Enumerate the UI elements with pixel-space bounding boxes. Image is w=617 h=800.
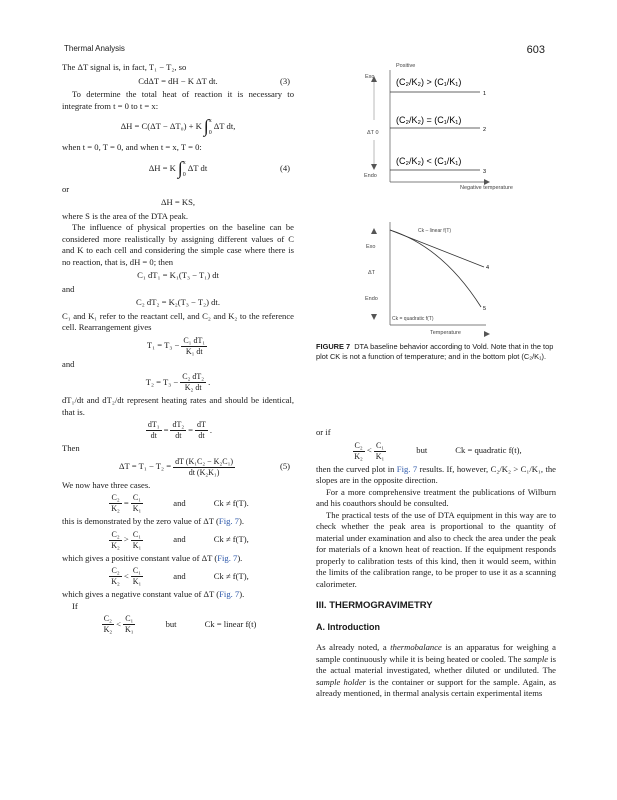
paragraph: The practical tests of the use of DTA equipment in this way are to check whether the peak area is proportional to the quantity of material under examination and also to check the area under the peak for materials of a known heat of reaction. If the equipment responds properly to calibration tests of this kind, then it would seem, within the limits of the calibration range, to be proper to use it as a scanning calorimeter. <box>316 509 556 589</box>
paragraph: Then <box>62 443 80 453</box>
numerator: C₁ <box>132 529 142 539</box>
paragraph: The ΔT signal is, in fact, T₁ − T₂, so <box>62 62 187 72</box>
denominator: K₁ <box>125 625 134 634</box>
denominator: dt <box>175 431 182 440</box>
figure-7 <box>348 52 568 338</box>
page-number: 603 <box>526 44 545 56</box>
denominator: K₁ <box>132 540 142 550</box>
integral-lower: 0 <box>208 130 212 136</box>
equation-text: C₂ dT₂ = K₂(T₃ − T₂) dt. <box>136 297 220 307</box>
fraction <box>195 420 208 441</box>
equation-text: but <box>165 618 177 629</box>
paragraph: For a more comprehensive treatment the publications of Wilburn and his coauthors should be consulted. <box>316 486 556 508</box>
figure-link[interactable]: Fig. 7 <box>219 589 240 599</box>
denominator: K₂ <box>354 451 363 461</box>
paragraph: and <box>62 283 75 294</box>
paragraph: which gives a positive constant value of ΔT (Fig. 7). <box>62 552 243 563</box>
case-2 <box>62 530 294 551</box>
equation-number: (3) <box>279 75 290 86</box>
paragraph: dT₁/dt and dT₂/dt represent heating rates and should be identical, that is. <box>62 395 294 417</box>
fraction <box>173 457 235 478</box>
case-quadratic <box>316 441 556 462</box>
bottom-exo-label: Exo <box>366 244 376 250</box>
baseline-2-number: 2 <box>483 127 487 133</box>
bottom-x-label: Temperature <box>430 330 461 336</box>
equation-text: ΔH = C(ΔT − ΔT₀) + K <box>120 121 202 132</box>
numerator: C₂ <box>111 493 120 502</box>
relation: = <box>123 497 129 508</box>
fraction <box>131 493 144 514</box>
equation-4 <box>62 156 294 182</box>
endo-arrow-icon <box>371 164 377 170</box>
fraction <box>109 493 122 514</box>
equation-text: and <box>173 570 186 581</box>
figure-link[interactable]: Fig. 7 <box>218 516 239 526</box>
quadratic-curve-label: Ck = quadratic f(T) <box>392 316 434 322</box>
equation-t1 <box>62 336 294 357</box>
equation-text: Ck ≠ f(T), <box>213 570 249 581</box>
fraction <box>180 372 206 393</box>
denominator: dt (K₂K₁) <box>188 467 220 477</box>
fraction <box>374 441 387 462</box>
denominator: K₂ <box>111 577 120 586</box>
equation-text: CdΔT = dH − K ΔT dt. <box>138 75 218 86</box>
top-endo-label: Endo <box>364 173 377 179</box>
equation-integral <box>62 114 294 140</box>
endo-arrow-icon <box>371 314 377 320</box>
denominator: K₁ <box>132 577 142 586</box>
equation-text: Ck = linear f(t) <box>204 618 257 629</box>
numerator: dT (K₁C₂ − K₂C₁) <box>175 456 234 466</box>
paragraph: To determine the total heat of reaction it is necessary to integrate from t = 0 to t = x: <box>62 89 294 111</box>
curve-5-number: 5 <box>483 306 487 312</box>
denominator: K₁ <box>132 504 142 513</box>
relation: < <box>116 618 121 629</box>
denominator: K₂ <box>111 504 120 513</box>
top-dt-label: ΔT 0 <box>367 130 379 136</box>
fraction <box>123 614 136 635</box>
paragraph: or if <box>316 427 331 437</box>
integral-upper: x <box>182 159 186 166</box>
condition-1: (C₂/K₂) > (C₁/K₁) <box>396 77 462 87</box>
linear-curve-label: Ck – linear f(T) <box>418 228 452 234</box>
denominator: K₂ <box>103 625 113 634</box>
numerator: C₂ <box>111 566 120 575</box>
numerator: C₂ <box>354 440 363 450</box>
equation-text: Ck = quadratic f(t), <box>455 445 522 456</box>
condition-3: (C₂/K₂) < (C₁/K₁) <box>396 156 462 166</box>
numerator: dT <box>197 420 206 429</box>
right-column <box>316 427 556 700</box>
equation-text: ΔT dt <box>187 162 208 173</box>
quadratic-baseline-curve <box>390 230 481 307</box>
numerator: C₂ <box>103 614 112 623</box>
equation-text: Ck ≠ f(T), <box>213 534 249 545</box>
numerator: C₁ <box>375 440 385 450</box>
case-1 <box>62 493 294 514</box>
relation: > <box>123 534 129 545</box>
figure-link[interactable]: Fig. 7 <box>396 463 418 474</box>
fraction <box>109 566 122 587</box>
denominator: K₂ dt <box>184 383 202 392</box>
baseline-1-number: 1 <box>483 91 487 97</box>
paragraph: where S is the area of the DTA peak. <box>62 210 189 221</box>
case-3 <box>62 566 294 587</box>
figure-caption <box>316 342 556 361</box>
equation-t2 <box>62 372 294 393</box>
equation-rates: $\frac{\text{dT₁}}{dt}$ = $\frac{\text{dT₂}}{dt}$ = $\frac{dT}{dt}$ . <box>147 420 213 440</box>
equation-text: T₂ = T₃ − <box>145 376 179 387</box>
denominator: dt <box>150 431 157 440</box>
section-heading: III. THERMOGRAVIMETRY <box>316 600 433 611</box>
equation-c2 <box>62 297 294 309</box>
subsection-heading: A. Introduction <box>316 621 380 632</box>
fraction <box>131 566 144 587</box>
denominator: dt <box>198 431 205 440</box>
denominator: K₂ <box>111 540 120 550</box>
numerator: C₂ dT₂ <box>182 372 205 381</box>
fraction <box>131 530 144 551</box>
equation-3 <box>62 76 294 88</box>
equation-5 <box>62 457 294 478</box>
equation-text: T₁ = T₃ − <box>146 340 180 351</box>
bottom-endo-label: Endo <box>365 296 378 302</box>
top-neg-temp-label: Negative temperature <box>460 185 513 191</box>
integral-upper: x <box>208 118 212 124</box>
equation-text: ΔT = T₁ − T₂ = <box>118 461 172 472</box>
denominator: K₁ dt <box>185 346 203 356</box>
exo-arrow-icon <box>371 228 377 234</box>
curve-4-number: 4 <box>486 265 490 271</box>
paragraph: and <box>62 358 75 369</box>
numerator: C₁ <box>125 614 134 623</box>
fraction <box>109 530 122 551</box>
case-4 <box>62 614 294 635</box>
paragraph: As already noted, a thermobalance is an apparatus for weighing a sample continuously while it is being heated or cooled. The sample is the actual material investigated, whether diluted or undiluted. The sample holder is the container or support for the sample. Again, as already mentioned, in thermal analysis certain experimental items <box>316 642 557 698</box>
integral-sign: ∫ x 0 <box>178 157 186 181</box>
paragraph: then the curved plot in Fig. 7 results. If, however, C₂/K₂ > C₁/K₁, the slopes are in the opposite direction. <box>316 463 556 485</box>
paragraph: The influence of physical properties on the baseline can be considered more realistically by assigning different values of C and K to each cell and considering the simple case where there is no reaction, that is, dH = 0; then <box>62 222 294 267</box>
equation-c1 <box>62 270 294 282</box>
figure-link[interactable]: Fig. 7 <box>217 552 238 563</box>
temp-arrow-icon <box>484 331 490 337</box>
numerator: C₂ <box>111 529 120 539</box>
equation-text: ΔH = K <box>148 162 176 173</box>
fraction <box>352 441 365 462</box>
bottom-dt-label: ΔT <box>368 270 376 276</box>
equation-text: and <box>173 534 186 545</box>
left-column <box>62 62 294 637</box>
equation-text: but <box>416 445 428 456</box>
equation-number: (5) <box>279 461 290 472</box>
integral-lower: 0 <box>182 171 186 178</box>
paragraph: when t = 0, T = 0, and when t = x, T = 0: <box>62 142 202 152</box>
condition-2: (C₂/K₂) = (C₁/K₁) <box>396 115 462 125</box>
equation-text: Ck ≠ f(T). <box>213 497 249 508</box>
numerator: C₁ dT₁ <box>183 335 206 345</box>
baseline-3-number: 3 <box>483 169 487 175</box>
paragraph: If <box>72 600 78 611</box>
equation-ks <box>62 197 294 209</box>
caption-label: FIGURE 7 <box>316 342 351 351</box>
relation: < <box>123 570 129 581</box>
paragraph: which gives a negative constant value of ΔT (Fig. 7). <box>62 589 245 599</box>
paragraph: this is demonstrated by the zero value of ΔT (Fig. 7). <box>62 516 244 526</box>
equation-text: ΔT dt, <box>213 121 236 132</box>
numerator: dT₁ <box>147 420 160 429</box>
fraction <box>102 614 115 635</box>
fraction <box>170 420 186 441</box>
paragraph: C₁ and K₁ refer to the reactant cell, and C₂ and K₂ to the reference cell. Rearrangement gives <box>62 310 294 332</box>
numerator: C₁ <box>132 566 142 575</box>
fraction <box>181 336 207 357</box>
equation-number: (4) <box>279 162 290 173</box>
equation-text: . <box>208 376 211 387</box>
equation-text: and <box>173 497 186 508</box>
integral-sign: ∫ x 0 <box>204 115 212 139</box>
denominator: K₁ <box>375 451 385 461</box>
top-exo-label: Exo <box>365 74 375 80</box>
numerator: C₁ <box>132 493 142 502</box>
equation-text: C₁ dT₁ = K₁(T₃ − T₁) dt <box>137 270 219 280</box>
paragraph: We now have three cases. <box>62 479 151 490</box>
equation-text: ΔH = KS, <box>160 197 195 207</box>
numerator: dT₂ <box>172 420 185 429</box>
caption-text: DTA baseline behavior according to Vold. Note that in the top plot CK is not a function of temperature; and in the bottom plot (C₂/K₁). <box>316 342 554 361</box>
relation: < <box>366 445 372 456</box>
paragraph: or <box>62 183 70 194</box>
fraction <box>146 420 162 441</box>
top-positive-label: Positive <box>396 63 416 69</box>
running-title: Thermal Analysis <box>64 44 125 53</box>
